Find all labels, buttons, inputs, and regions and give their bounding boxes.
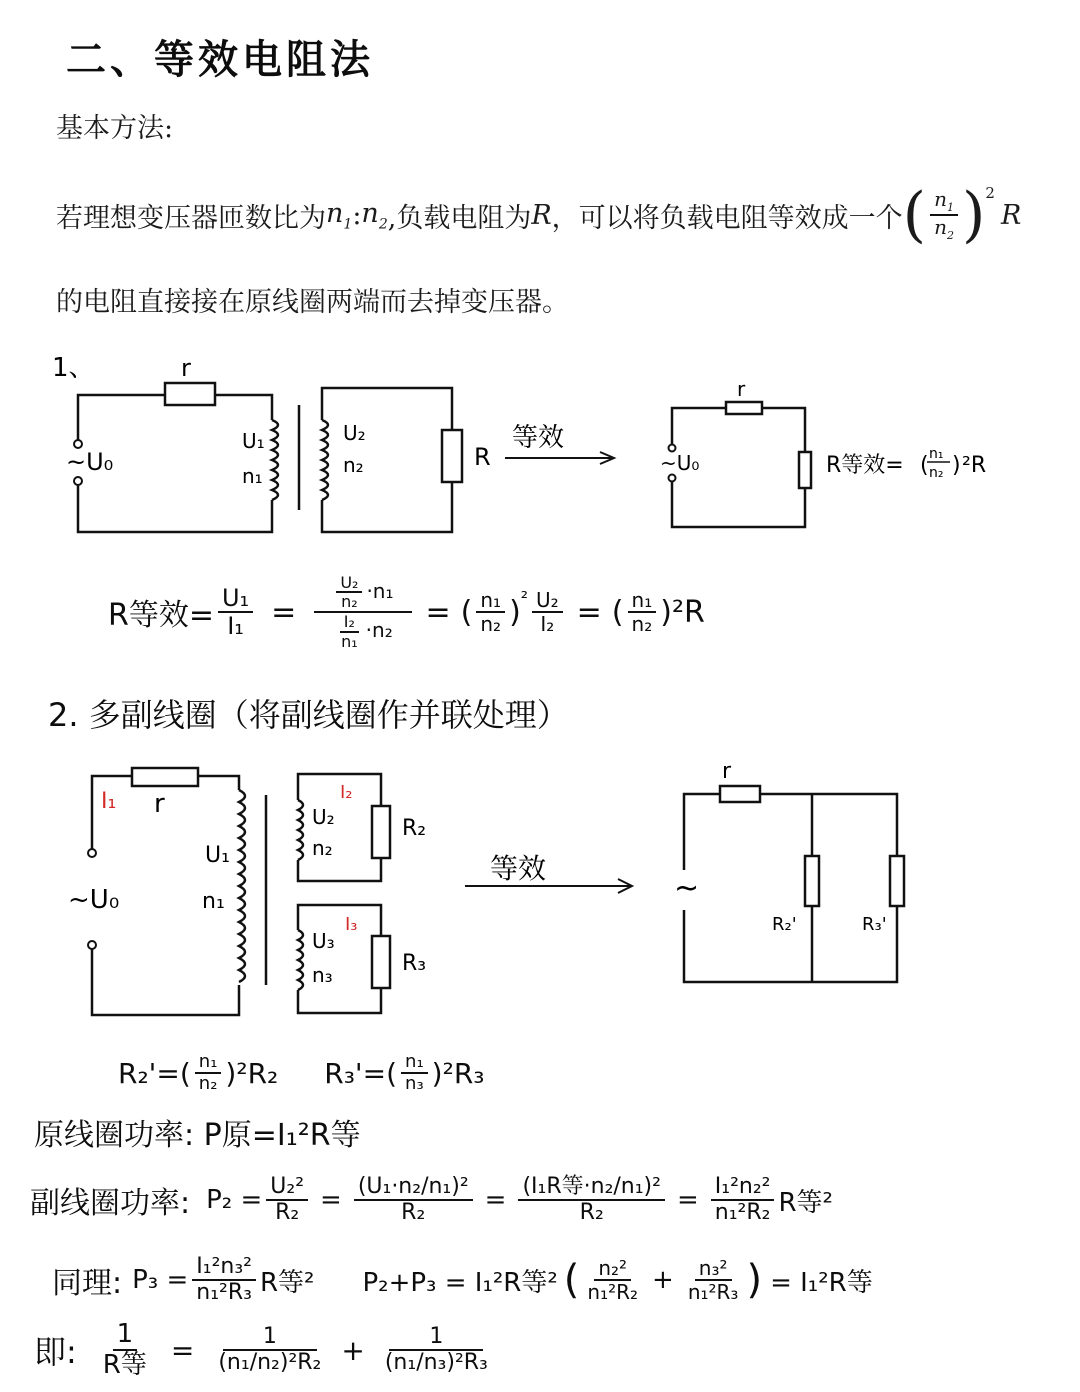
case1-resistor-r <box>165 383 215 405</box>
deriv1-ratio1: $\frac{\text{n₁}}{\text{n₂}}$ <box>476 589 505 635</box>
case2-i3: I₃ <box>345 914 358 935</box>
case1-eq-frac-num: n₁ <box>929 446 944 462</box>
method-line-1 <box>56 180 1021 250</box>
case2-R2-label: R₂ <box>402 816 427 841</box>
case2-terminal-bottom <box>88 941 96 949</box>
secondary-label: 副线圈功率: <box>30 1186 191 1221</box>
p2-f4: $\frac{\text{I₁²n₂²}}{\text{n₁²R₂}}$ <box>711 1175 775 1225</box>
case2-secondary2-coil <box>298 800 303 860</box>
deriv1-sq1: ² <box>520 587 528 609</box>
sum-rparen: ) <box>746 1257 763 1303</box>
case1-secondary-wires <box>322 388 452 532</box>
method-text-a: 若理想变压器匝数比为 <box>56 202 326 234</box>
same-label: 同理: <box>52 1266 123 1301</box>
r3p-tail: ²R₃ <box>442 1056 485 1090</box>
section-title: 二、等效电阻法 <box>66 37 374 83</box>
right-paren: ) <box>961 180 986 250</box>
case2-eq-wires <box>684 794 897 982</box>
r2p-lhs: R₂'= <box>118 1056 180 1090</box>
final-lhs: $\frac{1}{\text{R等}}$ <box>102 1319 147 1380</box>
final-f1: $\frac{1}{\text{(n₁/n₂)²R₂}}$ <box>218 1323 322 1375</box>
case2-eq-resistor-r <box>720 786 760 802</box>
case1-eq-lparen: ( <box>920 453 929 478</box>
method-R-tail: R <box>1000 199 1022 231</box>
case1-n1: n₁ <box>242 464 263 488</box>
case2-eq-r-label: r <box>722 759 732 784</box>
p2-tail: R等² <box>778 1187 833 1218</box>
case2-u2: U₂ <box>312 805 335 829</box>
deriv1-rparen2: ) <box>660 594 672 630</box>
p2-eq3: = <box>676 1185 699 1215</box>
case1-eq-terminal-bottom <box>669 475 676 482</box>
r2p-lparen: ( <box>179 1056 191 1090</box>
case1-r-label: r <box>181 354 191 382</box>
secondary-power <box>30 1155 833 1245</box>
p2-f1: $\frac{\text{U₂²}}{\text{R₂}}$ <box>266 1175 308 1225</box>
sum-plus: + <box>652 1265 674 1295</box>
sum-f2: $\frac{\text{n₃²}}{\text{n₁²R₃}}$ <box>687 1256 739 1304</box>
method-heading: 基本方法: <box>56 113 174 144</box>
r2p-rparen: ) <box>225 1056 237 1090</box>
case1-eq-frac-den: n₂ <box>929 465 944 481</box>
equivalent-resistance-formulas <box>118 1038 485 1108</box>
deriv1-lhs: R等效= <box>108 598 214 633</box>
case1-eq-resistor-r <box>726 402 762 414</box>
deriv1-f2-num: $\frac{\text{U₂}}{\text{n₂}}$ ·n₁ <box>314 574 411 613</box>
ratio-n1: $n_1$ <box>326 197 353 233</box>
case1-number: 1、 <box>52 353 95 383</box>
p2-f3: $\frac{\text{(I₁R等·n₂/n₁)²}}{\text{R₂}}$ <box>518 1175 665 1225</box>
method-frac-den: $n_2$ <box>934 215 954 242</box>
case2-R3-label: R₃ <box>402 951 427 976</box>
sum-rhs: = I₁²R等 <box>770 1267 873 1298</box>
case1-eq-R-label: R等效= <box>826 453 904 478</box>
case2-resistor-r <box>132 768 198 786</box>
case2-eq-R3p-label: R₃' <box>862 914 887 935</box>
case1-terminal-top <box>74 440 82 448</box>
final-result <box>34 1308 496 1392</box>
case2-r-label: r <box>154 789 165 819</box>
deriv1-tail: ²R <box>671 594 705 630</box>
deriv1-rparen1: ) <box>509 594 521 630</box>
case2-n1: n₁ <box>202 889 225 914</box>
case2-circuit <box>0 755 1080 1025</box>
case2-i2: I₂ <box>340 782 353 803</box>
case2-n2: n₂ <box>312 836 333 860</box>
r3p-rparen: ) <box>431 1056 443 1090</box>
p2-f2: $\frac{\text{(U₁·n₂/n₁)²}}{\text{R₂}}$ <box>354 1175 473 1225</box>
method-fraction <box>930 188 958 242</box>
deriv1-eq: = <box>271 594 297 630</box>
case1-R-label: R <box>474 443 491 471</box>
case2-n3: n₃ <box>312 963 333 987</box>
p2-lhs: P₂ = <box>206 1185 263 1215</box>
sum-f1: $\frac{\text{n₂²}}{\text{n₁²R₂}}$ <box>587 1256 639 1304</box>
case2-eq-R2p-label: R₂' <box>772 914 797 935</box>
final-plus: + <box>341 1333 365 1367</box>
sum-lhs: P₂+P₃ = I₁²R等² <box>362 1267 558 1298</box>
ratio-colon: : <box>352 199 362 231</box>
case1-source-label: ~U₀ <box>66 448 114 476</box>
deriv1-f1-den: I₁ <box>227 612 244 640</box>
case2-i1: I₁ <box>101 789 117 814</box>
deriv1-f2 <box>314 574 411 650</box>
deriv1-f1-num: U₁ <box>218 585 253 613</box>
case2-u1: U₁ <box>205 843 230 868</box>
case2-eq-resistor-R3p <box>890 856 904 906</box>
p2-eq: = <box>320 1185 342 1215</box>
case1-eq-rparen: ) <box>952 453 961 478</box>
so-label: 即: <box>34 1333 77 1371</box>
primary-power: 原线圈功率: P原=I₁²R等 <box>34 1118 361 1153</box>
case1-resistor-R <box>442 430 462 482</box>
final-f2: $\frac{1}{\text{(n₁/n₃)²R₃}}$ <box>384 1323 488 1375</box>
case2-primary-coil <box>239 790 245 982</box>
derivation-1 <box>108 562 705 662</box>
case1-primary-coil <box>272 420 278 500</box>
case2-secondary3-wires <box>298 905 381 1013</box>
case1-eq-tail: ²R <box>962 453 987 478</box>
final-eq: = <box>170 1333 195 1367</box>
r3p-lhs: R₃'= <box>324 1056 387 1090</box>
case2-resistor-R3 <box>372 936 390 988</box>
deriv1-f3: $\frac{\text{U₂}}{\text{I₂}}$ <box>532 589 563 635</box>
deriv1-step3: = <box>425 594 451 630</box>
deriv1-step4: = <box>576 594 602 630</box>
r3p-frac: $\frac{\text{n₁}}{\text{n₃}}$ <box>401 1052 428 1094</box>
deriv1-ratio2: $\frac{\text{n₁}}{\text{n₂}}$ <box>628 589 657 635</box>
method-text-c: ，可以将负载电阻等效成一个 <box>551 202 903 234</box>
method-text-b: ,负载电阻为 <box>387 202 532 234</box>
ratio-n2: $n_2$ <box>361 197 388 233</box>
r3p-lparen: ( <box>386 1056 398 1090</box>
case1-u2: U₂ <box>343 421 366 445</box>
case1-secondary-coil <box>322 420 328 500</box>
deriv1-f1 <box>218 585 253 640</box>
deriv1-lparen2: ( <box>611 594 624 630</box>
case1-arrow-label: 等效 <box>512 423 565 453</box>
case1-circuit <box>0 340 1080 550</box>
method-R: R <box>531 199 552 231</box>
case2-source-label: ~U₀ <box>68 885 120 915</box>
case2-eq-source: ~ <box>674 871 700 906</box>
case2-heading: 2. 多副线圈（将副线圈作并联处理） <box>48 696 569 734</box>
case1-n2: n₂ <box>343 453 364 477</box>
r2p-tail: ²R₂ <box>236 1056 279 1090</box>
sum-lparen: ( <box>563 1257 580 1303</box>
r2p-frac: $\frac{\text{n₁}}{\text{n₂}}$ <box>195 1052 222 1094</box>
left-paren: ( <box>902 180 927 250</box>
p2-eq2: = <box>484 1185 507 1215</box>
case1-u1: U₁ <box>242 429 265 453</box>
method-exponent: 2 <box>985 184 995 202</box>
case2-resistor-R2 <box>372 806 390 858</box>
case1-eq-r-label: r <box>737 377 746 401</box>
deriv1-lparen1: ( <box>460 594 473 630</box>
case1-terminal-bottom <box>74 477 82 485</box>
p3-frac: $\frac{\text{I₁²n₃²}}{\text{n₁²R₃}}$ <box>192 1255 256 1305</box>
case2-u3: U₃ <box>312 929 335 953</box>
method-line-2: 的电阻直接接在原线圈两端而去掉变压器。 <box>56 287 569 318</box>
p3-tail: R等² <box>259 1267 315 1298</box>
deriv1-f2-den: $\frac{\text{I₂}}{\text{n₁}}$ ·n₂ <box>341 612 393 651</box>
case1-eq-resistor-R <box>799 452 811 488</box>
p3-lhs: P₃ = <box>132 1265 189 1295</box>
case2-eq-resistor-R2p <box>805 856 819 906</box>
case2-terminal-top <box>88 849 96 857</box>
case2-arrow-label: 等效 <box>490 852 547 885</box>
case2-secondary3-coil <box>298 930 303 990</box>
case1-eq-source: ~U₀ <box>660 451 700 475</box>
method-frac-num: $n_1$ <box>930 188 958 216</box>
